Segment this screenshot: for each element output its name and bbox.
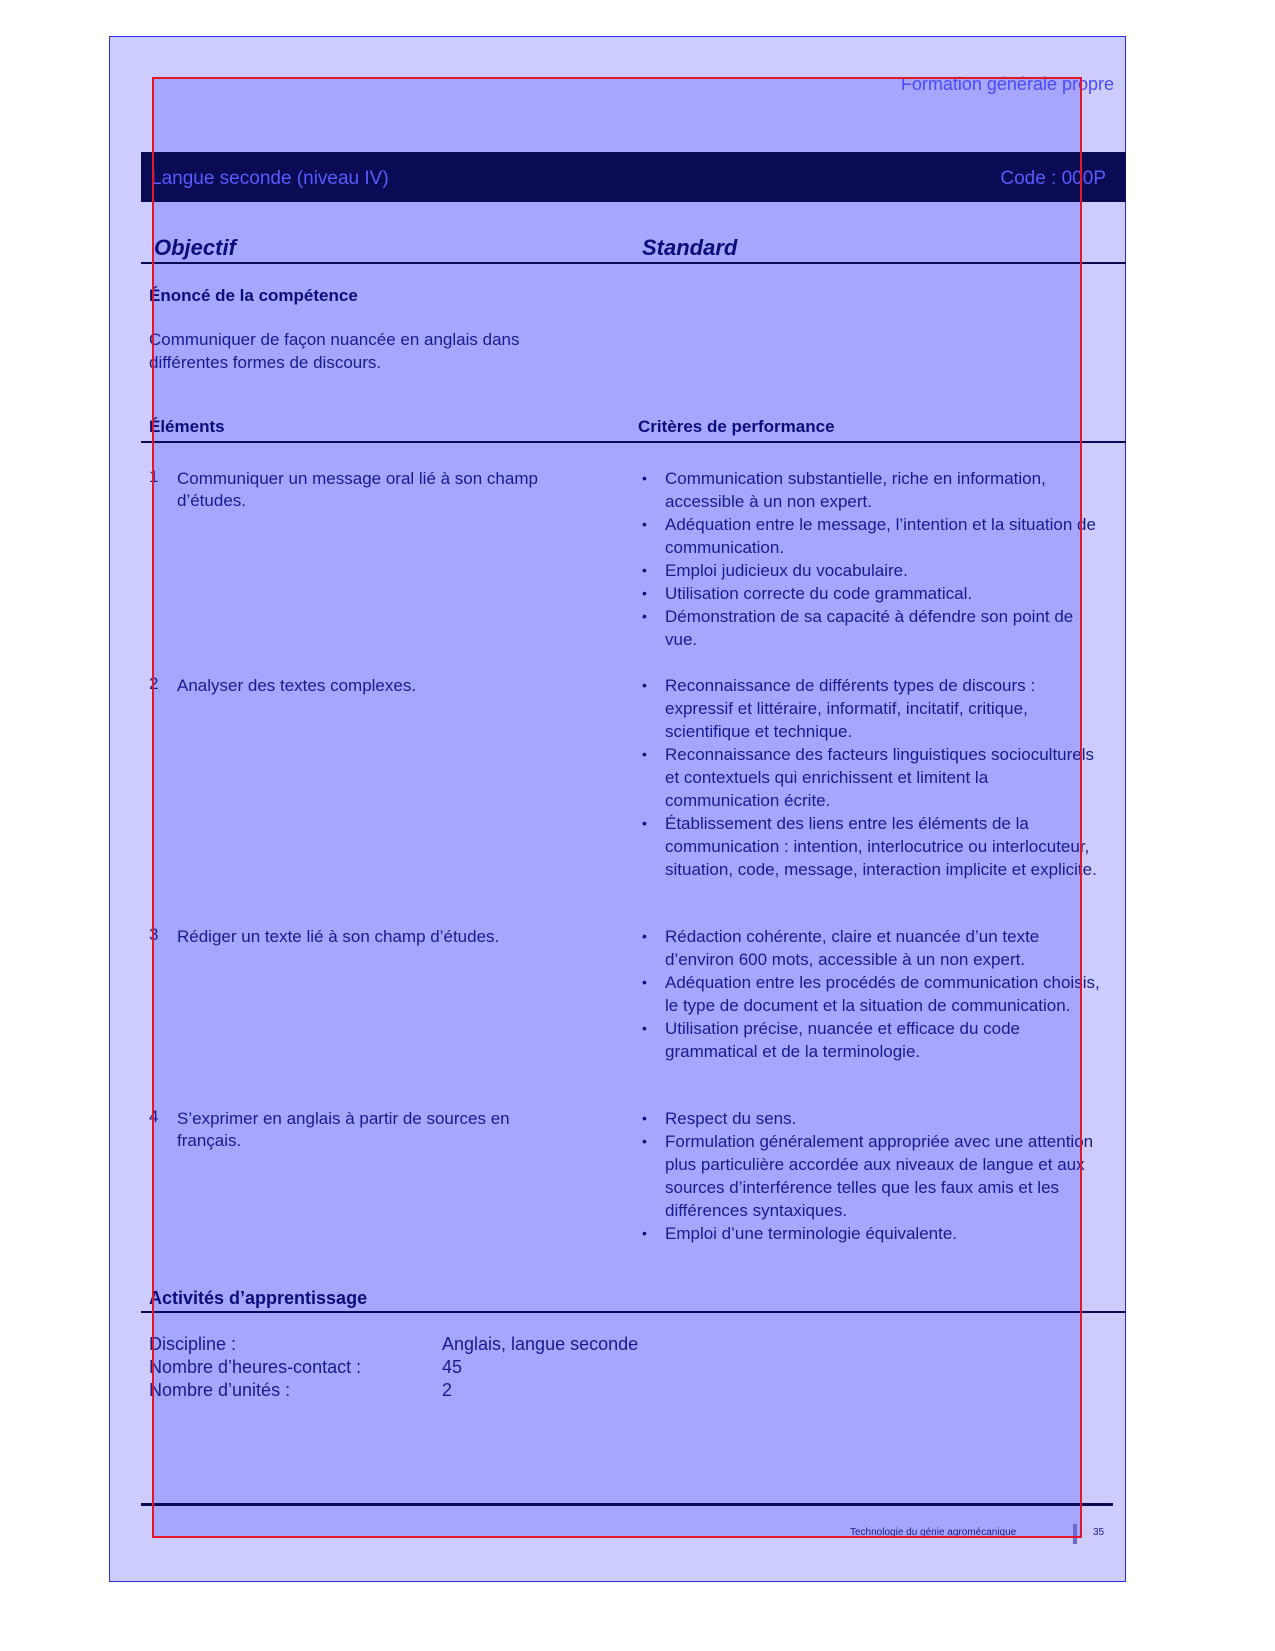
element-number: 3 bbox=[149, 925, 159, 944]
criterion-item: • Reconnaissance des facteurs linguistiques socioculturels et contextuels qui enrichissent et limitent la communication écrite. bbox=[642, 745, 1095, 810]
criterion-item: • Démonstration de sa capacité à défendre son point de vue. bbox=[642, 607, 1074, 649]
bullet-icon: • bbox=[642, 585, 647, 601]
bullet-icon: • bbox=[642, 562, 647, 578]
footer-separator bbox=[1073, 1524, 1077, 1544]
element-text-line: Analyser des textes complexes. bbox=[177, 676, 417, 695]
bullet-icon: • bbox=[642, 470, 647, 486]
units-label: Nombre d’unités : bbox=[149, 1380, 291, 1400]
competence-text-line-2: différentes formes de discours. bbox=[149, 353, 382, 372]
criterion-item: • Formulation généralement appropriée avec une attention plus particulière accordée aux niveaux de langue et aux sources d’interférence telles que les faux amis et les différences syntaxiques. bbox=[642, 1132, 1094, 1220]
competence-text-line-1: Communiquer de façon nuancée en anglais dans bbox=[149, 330, 520, 349]
criterion-item: • Adéquation entre les procédés de communication choisis, le type de document et la situation de communication. bbox=[642, 973, 1100, 1015]
activities-rule bbox=[141, 1311, 1126, 1313]
bullet-icon: • bbox=[642, 815, 647, 831]
footer-page-number: 35 bbox=[1093, 1527, 1105, 1538]
criteria-list bbox=[642, 674, 1102, 881]
course-title: Langue seconde (niveau IV) bbox=[151, 168, 389, 189]
contact-hours-value: 45 bbox=[442, 1357, 463, 1377]
element-number: 2 bbox=[149, 674, 159, 693]
bullet-icon: • bbox=[642, 608, 647, 624]
discipline-label: Discipline : bbox=[149, 1334, 237, 1354]
bullet-icon: • bbox=[642, 1225, 647, 1241]
section-rule bbox=[141, 441, 1126, 443]
bullet-icon: • bbox=[642, 746, 647, 762]
course-code: Code : 000P bbox=[1000, 168, 1106, 189]
criterion-item: • Établissement des liens entre les éléments de la communication : intention, interlocutrice ou interlocuteur, situation, code, message, interaction implicite et explicite. bbox=[642, 814, 1097, 879]
criterion-item: • Emploi judicieux du vocabulaire. bbox=[642, 561, 908, 580]
bullet-icon: • bbox=[642, 677, 647, 693]
competence-label: Énoncé de la compétence bbox=[149, 286, 358, 305]
criteria-list bbox=[642, 925, 1102, 1063]
criterion-item: • Communication substantielle, riche en information, accessible à un non expert. bbox=[642, 469, 1046, 511]
bullet-icon: • bbox=[642, 974, 647, 990]
bullet-icon: • bbox=[642, 516, 647, 532]
activities-heading: Activités d’apprentissage bbox=[149, 1288, 368, 1308]
bullet-icon: • bbox=[642, 1020, 647, 1036]
criterion-item: • Emploi d’une terminologie équivalente. bbox=[642, 1224, 958, 1243]
column-heading-standard: Standard bbox=[642, 235, 738, 260]
element-text-line: français. bbox=[177, 1131, 242, 1150]
element-text-line: Rédiger un texte lié à son champ d’études. bbox=[177, 927, 500, 946]
criterion-item: • Adéquation entre le message, l’intention et la situation de communication. bbox=[642, 515, 1096, 557]
column-heading-objectif: Objectif bbox=[154, 235, 236, 260]
element-number: 1 bbox=[149, 467, 159, 486]
criterion-item: • Rédaction cohérente, claire et nuancée d’un texte d’environ 600 mots, accessible à un non expert. bbox=[642, 927, 1040, 969]
footer-rule bbox=[141, 1503, 1113, 1506]
bullet-icon: • bbox=[642, 928, 647, 944]
criterion-item: • Utilisation correcte du code grammatical. bbox=[642, 584, 973, 603]
running-header: Formation générale propre bbox=[900, 74, 1114, 94]
criteria-label: Critères de performance bbox=[638, 417, 835, 436]
discipline-value: Anglais, langue seconde bbox=[442, 1334, 639, 1354]
heading-rule bbox=[141, 262, 1126, 264]
criterion-item: • Reconnaissance de différents types de discours : expressif et littéraire, informatif, incitatif, critique, scientifique et technique. bbox=[642, 676, 1036, 741]
bullet-icon: • bbox=[642, 1110, 647, 1126]
footer-program: Technologie du génie agromécanique bbox=[850, 1527, 1017, 1538]
element-text-line: Communiquer un message oral lié à son champ bbox=[177, 469, 538, 488]
bullet-icon: • bbox=[642, 1133, 647, 1149]
contact-hours-label: Nombre d’heures-contact : bbox=[149, 1357, 362, 1377]
element-text-line: S’exprimer en anglais à partir de sources en bbox=[177, 1109, 510, 1128]
criteria-list bbox=[642, 467, 1102, 651]
elements-label: Éléments bbox=[149, 417, 225, 436]
criteria-list bbox=[642, 1107, 1102, 1245]
element-number: 4 bbox=[149, 1107, 159, 1126]
criterion-item: • Utilisation précise, nuancée et efficace du code grammatical et de la terminologie. bbox=[642, 1019, 1021, 1061]
element-text-line: d’études. bbox=[177, 491, 246, 510]
criterion-item: • Respect du sens. bbox=[642, 1109, 797, 1128]
units-value: 2 bbox=[442, 1380, 453, 1400]
